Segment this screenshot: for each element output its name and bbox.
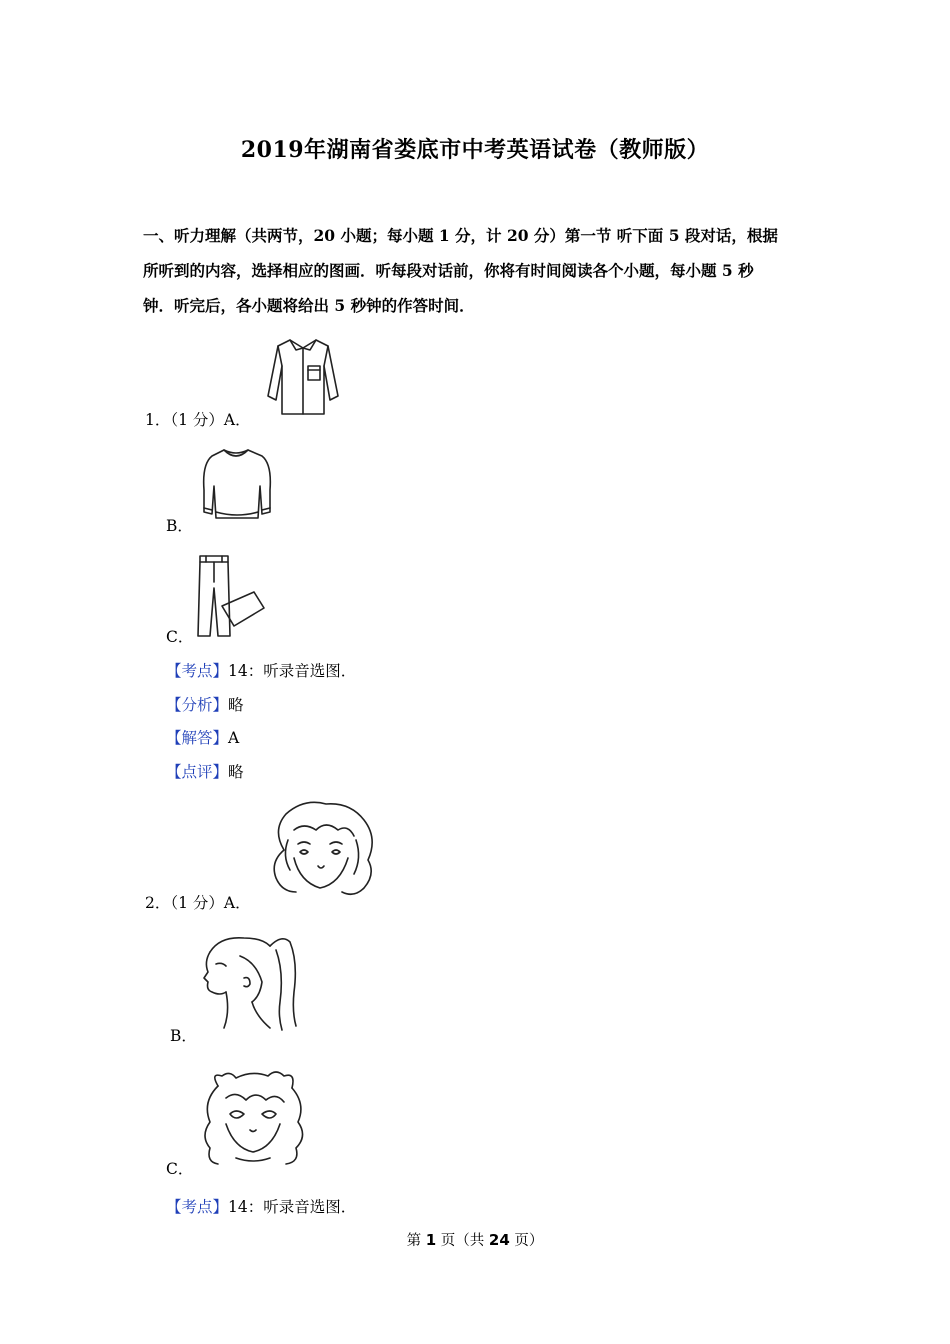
instruction-line-3: 钟．听完后，各小题将给出 5 秒钟的作答时间． bbox=[143, 296, 475, 315]
shirt-icon bbox=[262, 336, 344, 418]
fenxi-tag: 【分析】 bbox=[166, 696, 229, 714]
dianping-tag: 【点评】 bbox=[166, 763, 229, 781]
fenxi-text: 略 bbox=[228, 696, 244, 714]
question-2-option-c: C． bbox=[166, 1160, 194, 1178]
question-1-option-c: C． bbox=[166, 628, 194, 646]
question-2-option-b: B． bbox=[170, 1027, 197, 1045]
footer-mid: 页（共 bbox=[436, 1233, 489, 1249]
question-1-prompt: 1．（1 分）A． bbox=[145, 411, 251, 429]
trousers-icon bbox=[192, 552, 272, 640]
kaodian-tag: 【考点】 bbox=[166, 662, 229, 680]
jieda-tag: 【解答】 bbox=[166, 729, 229, 747]
ponytail-girl-icon bbox=[200, 932, 300, 1034]
page-title: 2019年湖南省娄底市中考英语试卷（教师版） bbox=[240, 137, 710, 163]
page-footer bbox=[0, 1229, 950, 1250]
q1-kaodian bbox=[166, 659, 356, 681]
page-number: 1 bbox=[425, 1231, 437, 1249]
question-1-option-b: B． bbox=[166, 517, 193, 535]
wavy-hair-girl-icon bbox=[196, 1068, 310, 1168]
q1-fenxi bbox=[166, 693, 244, 715]
question-2-prompt: 2．（1 分）A． bbox=[145, 894, 251, 912]
section-instructions bbox=[143, 218, 811, 323]
instruction-line-1: 一、听力理解（共两节，20 小题；每小题 1 分，计 20 分）第一节 听下面 5 段对话，根据 bbox=[143, 226, 778, 245]
curly-hair-girl-icon bbox=[264, 800, 382, 902]
footer-pre: 第 bbox=[406, 1233, 426, 1249]
kaodian-text: 14：听录音选图． bbox=[228, 1198, 357, 1216]
kaodian-tag: 【考点】 bbox=[166, 1198, 229, 1216]
total-pages: 24 bbox=[488, 1231, 510, 1249]
q1-dianping bbox=[166, 760, 244, 782]
kaodian-text: 14：听录音选图． bbox=[228, 662, 357, 680]
instruction-line-2: 所听到的内容，选择相应的图画．听每段对话前，你将有时间阅读各个小题，每小题 5 秒 bbox=[143, 261, 754, 280]
sweater-icon bbox=[196, 446, 276, 524]
jieda-text: A bbox=[228, 729, 240, 747]
q2-kaodian bbox=[166, 1195, 356, 1217]
q1-jieda bbox=[166, 726, 239, 748]
footer-post: 页） bbox=[509, 1233, 544, 1249]
dianping-text: 略 bbox=[228, 763, 244, 781]
